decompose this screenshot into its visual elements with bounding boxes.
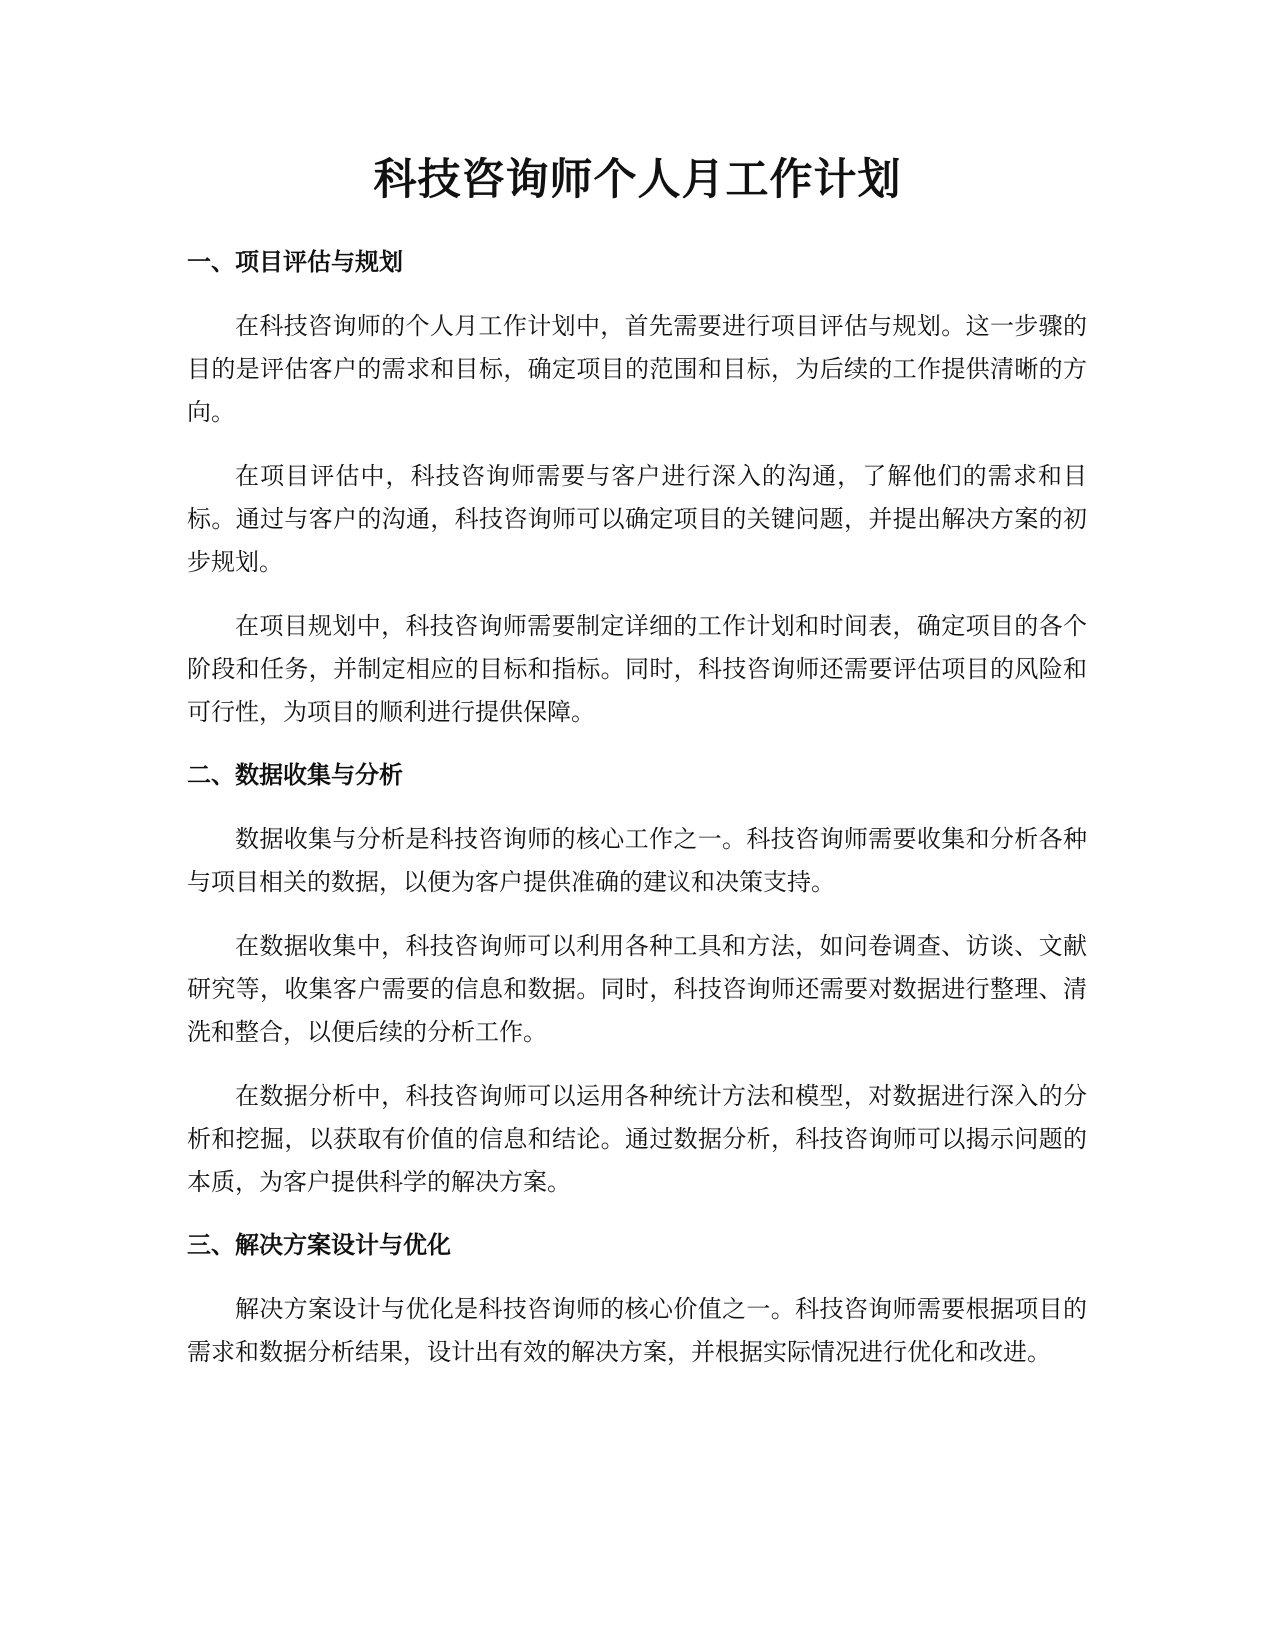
paragraph: 解决方案设计与优化是科技咨询师的核心价值之一。科技咨询师需要根据项目的需求和数据分析结果，设计出有效的解决方案，并根据实际情况进行优化和改进。: [187, 1295, 1087, 1366]
section-heading: 二、数据收集与分析: [187, 761, 403, 789]
section-heading: 三、解决方案设计与优化: [187, 1231, 451, 1259]
paragraph: 数据收集与分析是科技咨询师的核心工作之一。科技咨询师需要收集和分析各种与项目相关的数据，以便为客户提供准确的建议和决策支持。: [187, 825, 1087, 896]
paragraph: 在项目规划中，科技咨询师需要制定详细的工作计划和时间表，确定项目的各个阶段和任务，并制定相应的目标和指标。同时，科技咨询师还需要评估项目的风险和可行性，为项目的顺利进行提供保障。: [187, 612, 1087, 726]
document-body: [187, 245, 1087, 1398]
paragraph: 在数据收集中，科技咨询师可以利用各种工具和方法，如问卷调查、访谈、文献研究等，收集客户需要的信息和数据。同时，科技咨询师还需要对数据进行整理、清洗和整合，以便后续的分析工作。: [187, 932, 1087, 1046]
page-title: 科技咨询师个人月工作计划: [373, 155, 902, 205]
section-project-planning: [187, 245, 1087, 734]
paragraph: 在科技咨询师的个人月工作计划中，首先需要进行项目评估与规划。这一步骤的目的是评估客户的需求和目标，确定项目的范围和目标，为后续的工作提供清晰的方向。: [187, 312, 1087, 426]
section-solution-design: [187, 1228, 1087, 1374]
paragraph: 在项目评估中，科技咨询师需要与客户进行深入的沟通，了解他们的需求和目标。通过与客户的沟通，科技咨询师可以确定项目的关键问题，并提出解决方案的初步规划。: [187, 462, 1087, 576]
section-data-analysis: [187, 758, 1087, 1204]
section-heading: 一、项目评估与规划: [187, 248, 403, 276]
paragraph: 在数据分析中，科技咨询师可以运用各种统计方法和模型，对数据进行深入的分析和挖掘，以获取有价值的信息和结论。通过数据分析，科技咨询师可以揭示问题的本质，为客户提供科学的解决方案。: [187, 1082, 1087, 1196]
